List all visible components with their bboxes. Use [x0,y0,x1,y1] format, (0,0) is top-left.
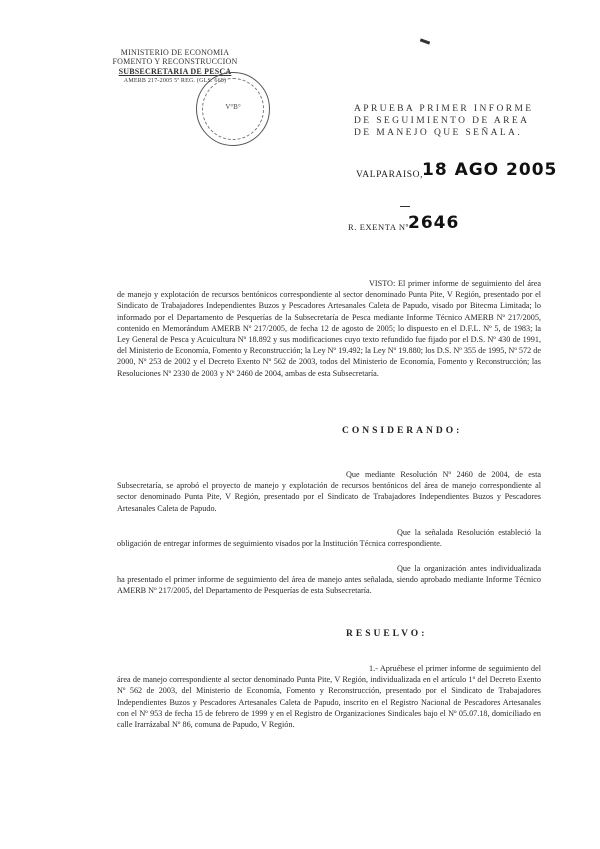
resolution-number: 2646 [408,213,460,233]
pen-mark [420,38,430,44]
visto-text: El primer informe de seguimiento del área de manejo y explotación de recursos bentónicos correspondiente al sector denominado Punta Pite, V Región, presentado por el Sindicato de Trabajadores Independientes Buzos y Pescadores Artesanales Caleta de Papudo, visado por Bitecma Limitada; lo informado por el Departamento de Pesquerías de la Subsecretaría de Pesca mediante Informe Técnico AMERB Nº 217/2005, contenido en Memorándum AMERB Nº 217/2005, de fecha 12 de agosto de 2005; lo dispuesto en el D.F.L. Nº 5, de 1983; la Ley General de Pesca y Acuicultura Nº 18.892 y sus modificaciones cuyo texto refundido fue fijado por el D.S. Nº 430 de 1991, del Ministerio de Economía, Fomento y Reconstrucción; la Ley Nº 19.492; la Ley Nº 19.880; los D.S. Nº 355 de 1995, Nº 572 de 2000, Nº 253 de 2002 y el Decreto Exento Nº 562 de 2003, todos del Ministerio de Economía, Fomento y Reconstrucción; las Resoluciones Nº 2330 de 2003 y Nº 2460 de 2004, ambas de esta Subsecretaría. [117,279,541,378]
considerando-paragraph-3 [117,563,541,597]
resolution-prefix: R. EXENTA Nº [348,222,409,232]
considerando-text-3: Que la organización antes individualizada ha presentado el primer informe de seguimiento del área de manejo antes señalada, siendo aprobado mediante Informe Técnico AMERB Nº 217/2005, del Departamento de Pesquerías de esta Subsecretaría. [117,564,541,596]
considerando-paragraph-2 [117,527,541,549]
official-stamp [196,72,270,146]
visto-label: VISTO: [369,279,396,288]
dash-mark [400,206,410,207]
resuelvo-text: 1.- Apruébese el primer informe de seguimiento del área de manejo correspondiente al sector denominado Punta Pite, V Región, individualizada en el artículo 1º del Decreto Exento Nº 562 de 2003, del Ministerio de Economía, Fomento y Reconstrucción, presentado por el Sindicato de Trabajadores Independientes Buzos y Pescadores Artesanales Caleta de Papudo, inscrito en el Registro Nacional de Pescadores Artesanales con el Nº 953 de fecha 15 de febrero de 1999 y en el Registro de Organizaciones Sindicales bajo el Nº 05.07.18, domiciliado en calle Irarrázabal Nº 86, comuna de Papudo, V Región. [117,664,541,730]
subsecretaria-name: SUBSECRETARIA DE PESCA [118,67,232,76]
place-label: VALPARAISO, [356,170,424,180]
considerando-text-2: Que la señalada Resolución estableció la obligación de entregar informes de seguimiento visados por la Institución Técnica correspondiente. [117,528,541,549]
considerando-paragraph-1 [117,469,541,514]
approval-title: APRUEBA PRIMER INFORME DE SEGUIMIENTO DE AREA DE MANEJO QUE SEÑALA. [354,104,534,138]
resuelvo-title: RESUELVO: [346,629,428,639]
visto-paragraph [117,278,541,379]
handwritten-date: 18 AGO 2005 [422,160,558,180]
ministry-subtitle: FOMENTO Y RECONSTRUCCION [112,57,238,66]
reference-code: AMERB 217-2005 5ª REG. (GLS. 668) [123,78,227,84]
ministry-name: MINISTERIO DE ECONOMIA [120,48,230,57]
considerando-title: CONSIDERANDO: [342,426,463,436]
considerando-text-1: Que mediante Resolución Nº 2460 de 2004, de esta Subsecretaría, se aprobó el proyecto de manejo y explotación de recursos bentónicos del área de manejo correspondiente al sector denominado Punta Pite, V Región, presentado por el Sindicato de Trabajadores Independientes Buzos y Pescadores Artesanales Caleta de Papudo. [117,470,541,513]
stamp-inner-text: V°B° [225,103,241,111]
resuelvo-paragraph [117,663,541,730]
